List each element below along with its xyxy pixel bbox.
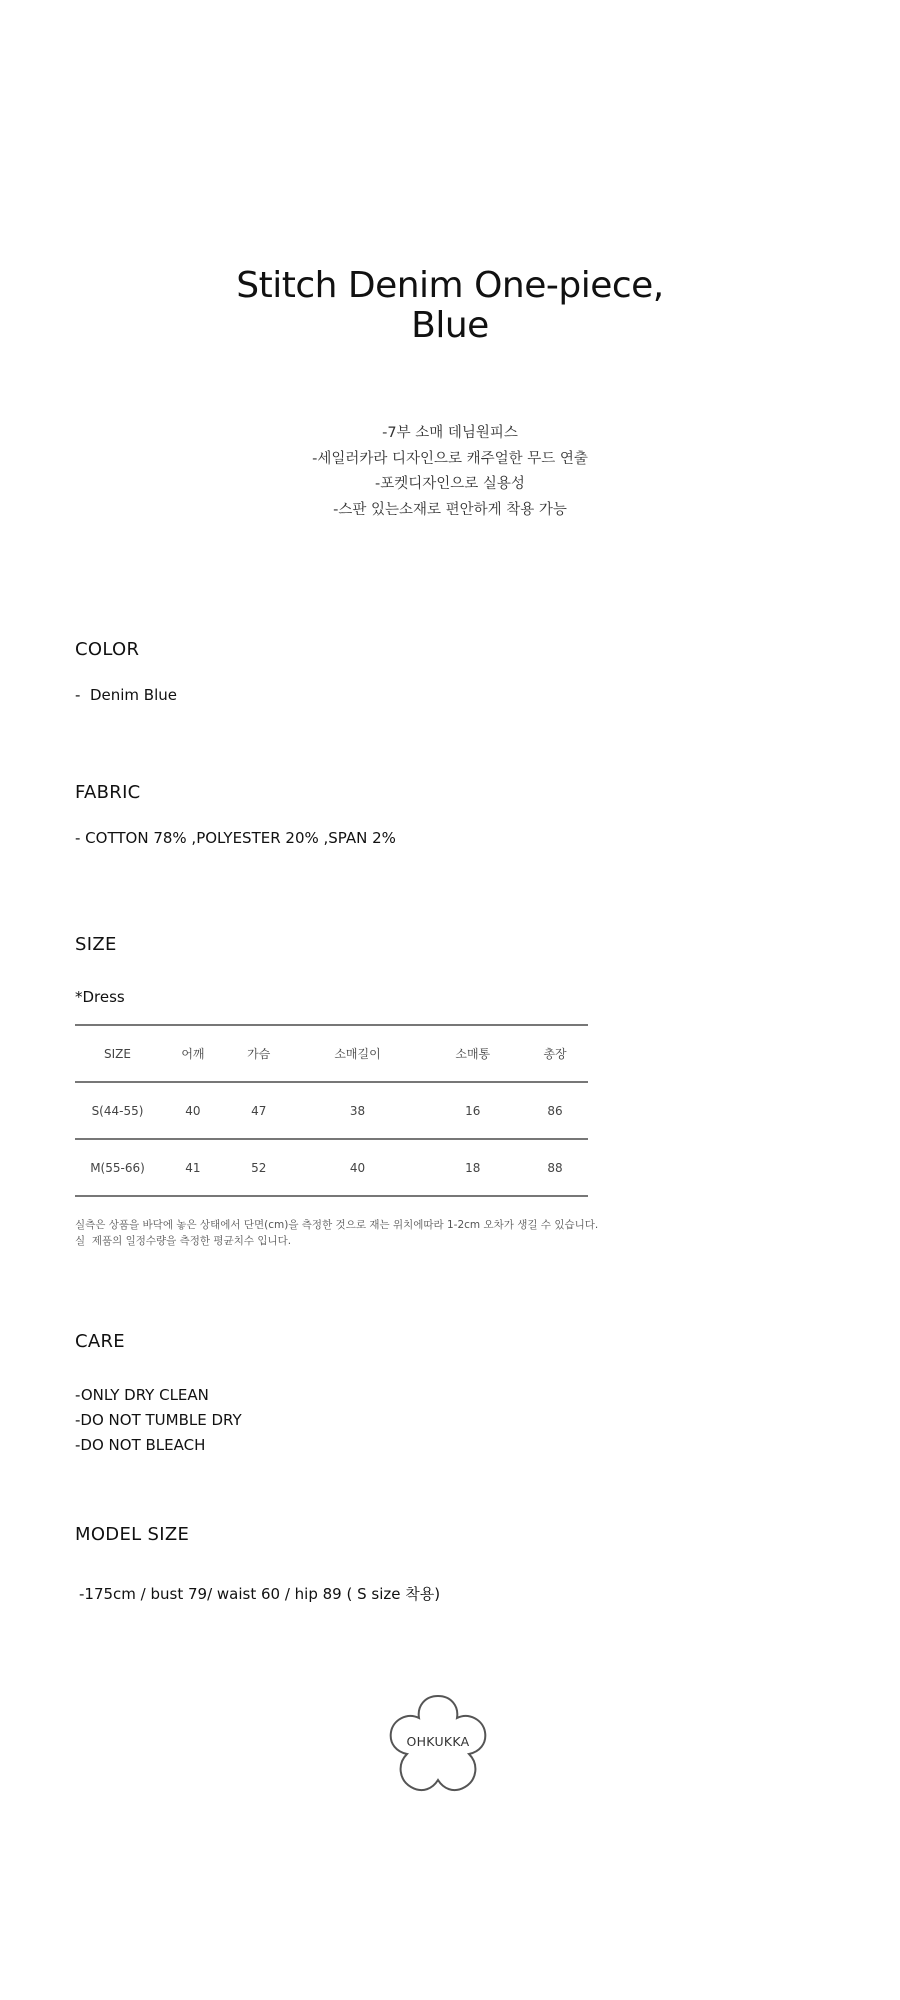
size-heading: SIZE <box>75 934 117 955</box>
cell-sleeve-length: 40 <box>292 1139 424 1196</box>
product-title-line1: Stitch Denim One-piece, <box>236 265 664 306</box>
description-line: -7부 소매 데님원피스 <box>382 425 518 441</box>
cell-total-length: 88 <box>522 1139 588 1196</box>
product-title <box>0 266 900 346</box>
measurement-note-line: 실 제품의 일정수량을 측정한 평균치수 입니다. <box>75 1235 292 1247</box>
description-line: -세일러카라 디자인으로 캐주얼한 무드 연출 <box>312 450 588 467</box>
product-title-line2: Blue <box>411 305 489 346</box>
brand-name: OHKUKKA <box>406 1734 470 1749</box>
description-line: -포켓디자인으로 실용성 <box>375 476 525 492</box>
header-sleeve-length: 소매길이 <box>292 1025 424 1082</box>
care-line: -DO NOT TUMBLE DRY <box>75 1411 242 1429</box>
brand-logo <box>383 1688 493 1798</box>
header-chest: 가슴 <box>226 1025 292 1082</box>
header-total-length: 총장 <box>522 1025 588 1082</box>
table-row <box>75 1082 588 1139</box>
measurement-note <box>75 1217 598 1249</box>
header-size: SIZE <box>75 1025 160 1082</box>
header-sleeve-width: 소매통 <box>423 1025 522 1082</box>
product-description <box>0 421 900 523</box>
care-heading: CARE <box>75 1331 125 1352</box>
size-table <box>75 1024 588 1197</box>
header-shoulder: 어깨 <box>160 1025 226 1082</box>
cell-shoulder: 40 <box>160 1082 226 1139</box>
cell-chest: 47 <box>226 1082 292 1139</box>
fabric-heading: FABRIC <box>75 782 141 803</box>
model-size-value: -175cm / bust 79/ waist 60 / hip 89 ( S size 착용) <box>79 1585 441 1603</box>
care-line: -ONLY DRY CLEAN <box>75 1386 209 1404</box>
table-row <box>75 1139 588 1196</box>
color-heading: COLOR <box>75 639 140 660</box>
size-table-header-row <box>75 1025 588 1082</box>
cell-size: S(44-55) <box>75 1082 160 1139</box>
cell-sleeve-width: 16 <box>423 1082 522 1139</box>
measurement-note-line: 실측은 상품을 바닥에 놓은 상태에서 단면(cm)을 측정한 것으로 재는 위치에따라 1-2cm 오차가 생길 수 있습니다. <box>75 1219 599 1231</box>
cell-shoulder: 41 <box>160 1139 226 1196</box>
cell-sleeve-width: 18 <box>423 1139 522 1196</box>
color-value: - Denim Blue <box>75 686 177 704</box>
cell-sleeve-length: 38 <box>292 1082 424 1139</box>
model-size-heading: MODEL SIZE <box>75 1524 190 1545</box>
care-line: -DO NOT BLEACH <box>75 1436 206 1454</box>
cell-chest: 52 <box>226 1139 292 1196</box>
fabric-value: - COTTON 78% ,POLYESTER 20% ,SPAN 2% <box>75 829 396 847</box>
description-line: -스판 있는소재로 편안하게 착용 가능 <box>333 501 567 518</box>
cell-size: M(55-66) <box>75 1139 160 1196</box>
care-instructions <box>75 1383 242 1458</box>
size-category: *Dress <box>75 988 125 1006</box>
cell-total-length: 86 <box>522 1082 588 1139</box>
